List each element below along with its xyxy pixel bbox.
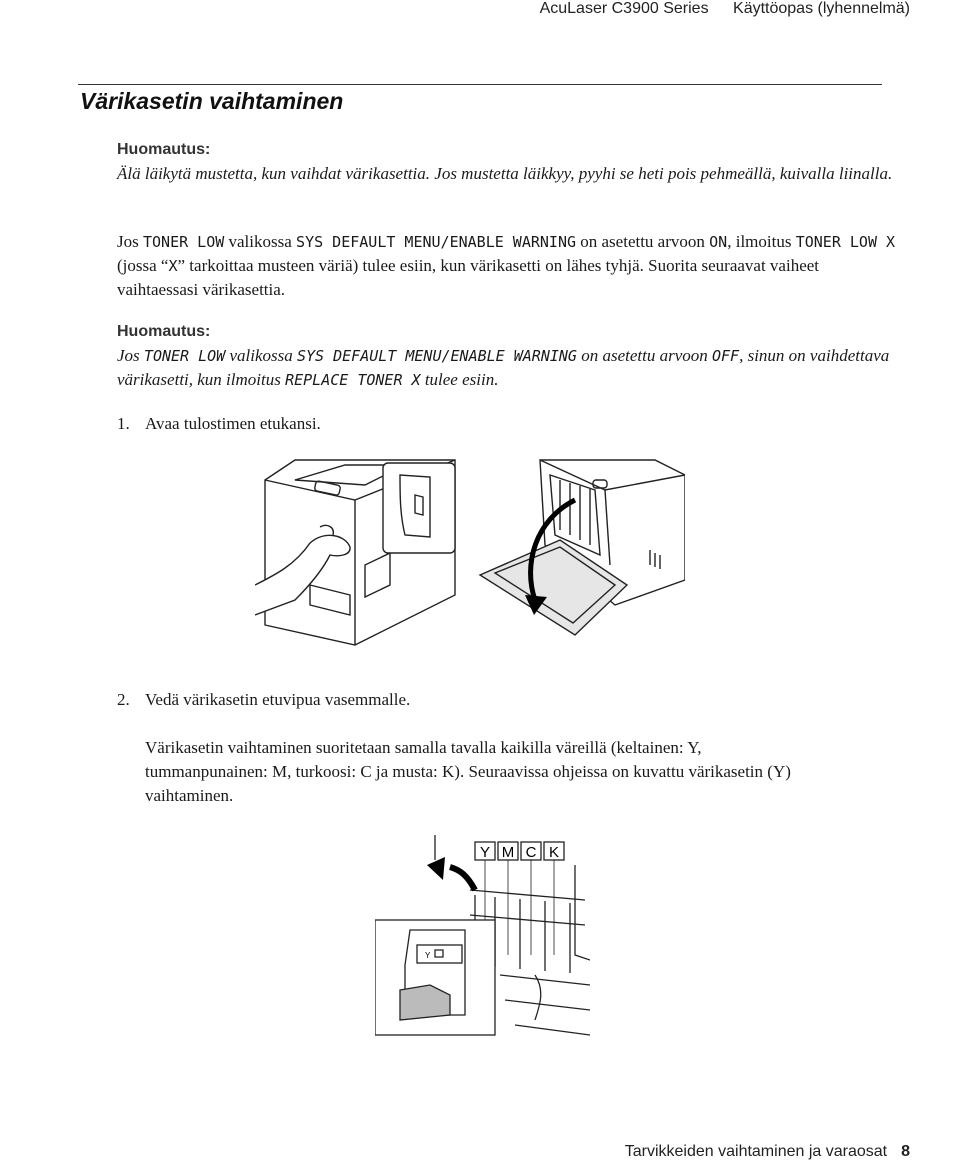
label-C: C <box>525 844 537 861</box>
lcd-text: X <box>168 257 178 275</box>
label-Y: Y <box>479 844 491 861</box>
text: valikossa <box>225 346 297 365</box>
note-title: Huomautus: <box>117 323 211 340</box>
lcd-text: SYS DEFAULT MENU/ENABLE WARNING <box>296 233 577 251</box>
page-number: 8 <box>901 1143 910 1160</box>
step-number: 1. <box>117 414 130 433</box>
text: , ilmoitus <box>727 232 796 251</box>
text: (jossa “ <box>117 256 169 275</box>
text: tulee esiin. <box>420 370 499 389</box>
label-K: K <box>548 844 560 861</box>
lcd-text: ON <box>709 233 728 251</box>
lcd-text: SYS DEFAULT MENU/ENABLE WARNING <box>296 347 577 365</box>
step-1 <box>117 414 321 434</box>
step-text: Vedä värikasetin etuvipua vasemmalle. <box>145 690 411 709</box>
text: , sinun on vaihdettava värikasetti, kun ilmoitus <box>117 346 890 389</box>
lcd-text: TONER LOW <box>143 347 226 365</box>
intro-paragraph <box>117 230 897 302</box>
note-caution <box>117 138 897 186</box>
running-header <box>520 0 910 24</box>
note-text: Älä läikytä mustetta, kun vaihdat värikasettia. Jos mustetta läikkyy, pyyhi se heti pois pehmeällä, kuivalla liinalla. <box>117 164 893 183</box>
label-M: M <box>501 844 515 861</box>
note-warning-off <box>117 320 897 392</box>
header-rule <box>78 84 882 85</box>
header-product: AcuLaser C3900 Series <box>539 0 709 17</box>
text: Jos <box>117 232 143 251</box>
step-number: 2. <box>117 690 130 709</box>
running-footer <box>625 1143 910 1161</box>
step-text: Avaa tulostimen etukansi. <box>145 414 321 433</box>
text: ” tarkoittaa musteen väriä) tulee esiin, kun värikasetti on lähes tyhjä. Suorita seuraavat vaiheet vaihtaessasi värikasettia. <box>117 256 820 299</box>
note-title: Huomautus: <box>117 141 211 158</box>
lcd-text: TONER LOW <box>142 233 225 251</box>
section-title: Värikasetin vaihtaminen <box>80 88 344 114</box>
text: Jos <box>117 346 144 365</box>
lcd-text: TONER LOW X <box>795 233 896 251</box>
text: on asetettu arvoon <box>576 346 712 365</box>
inset-label: Y <box>425 951 431 960</box>
printer-open-cover-illustration <box>255 455 685 650</box>
lcd-text: REPLACE TONER X <box>285 371 421 389</box>
cartridge-lever-illustration <box>375 835 590 1040</box>
cartridge-letter-labels <box>480 844 559 861</box>
step-2 <box>117 690 410 710</box>
text: on asetettu arvoon <box>576 232 710 251</box>
text: valikossa <box>224 232 297 251</box>
footer-chapter: Tarvikkeiden vaihtaminen ja varaosat <box>624 1143 888 1160</box>
header-manual: Käyttöopas (lyhennelmä) <box>733 0 910 17</box>
lcd-text: OFF <box>712 347 740 365</box>
step-2-explanation: Värikasetin vaihtaminen suoritetaan samalla tavalla kaikilla väreillä (keltainen: Y, tummanpunainen: M, turkoosi: C ja musta: K). Seuraavissa ohjeissa on kuvattu värikasetin (Y) vaihtaminen. <box>145 738 791 805</box>
